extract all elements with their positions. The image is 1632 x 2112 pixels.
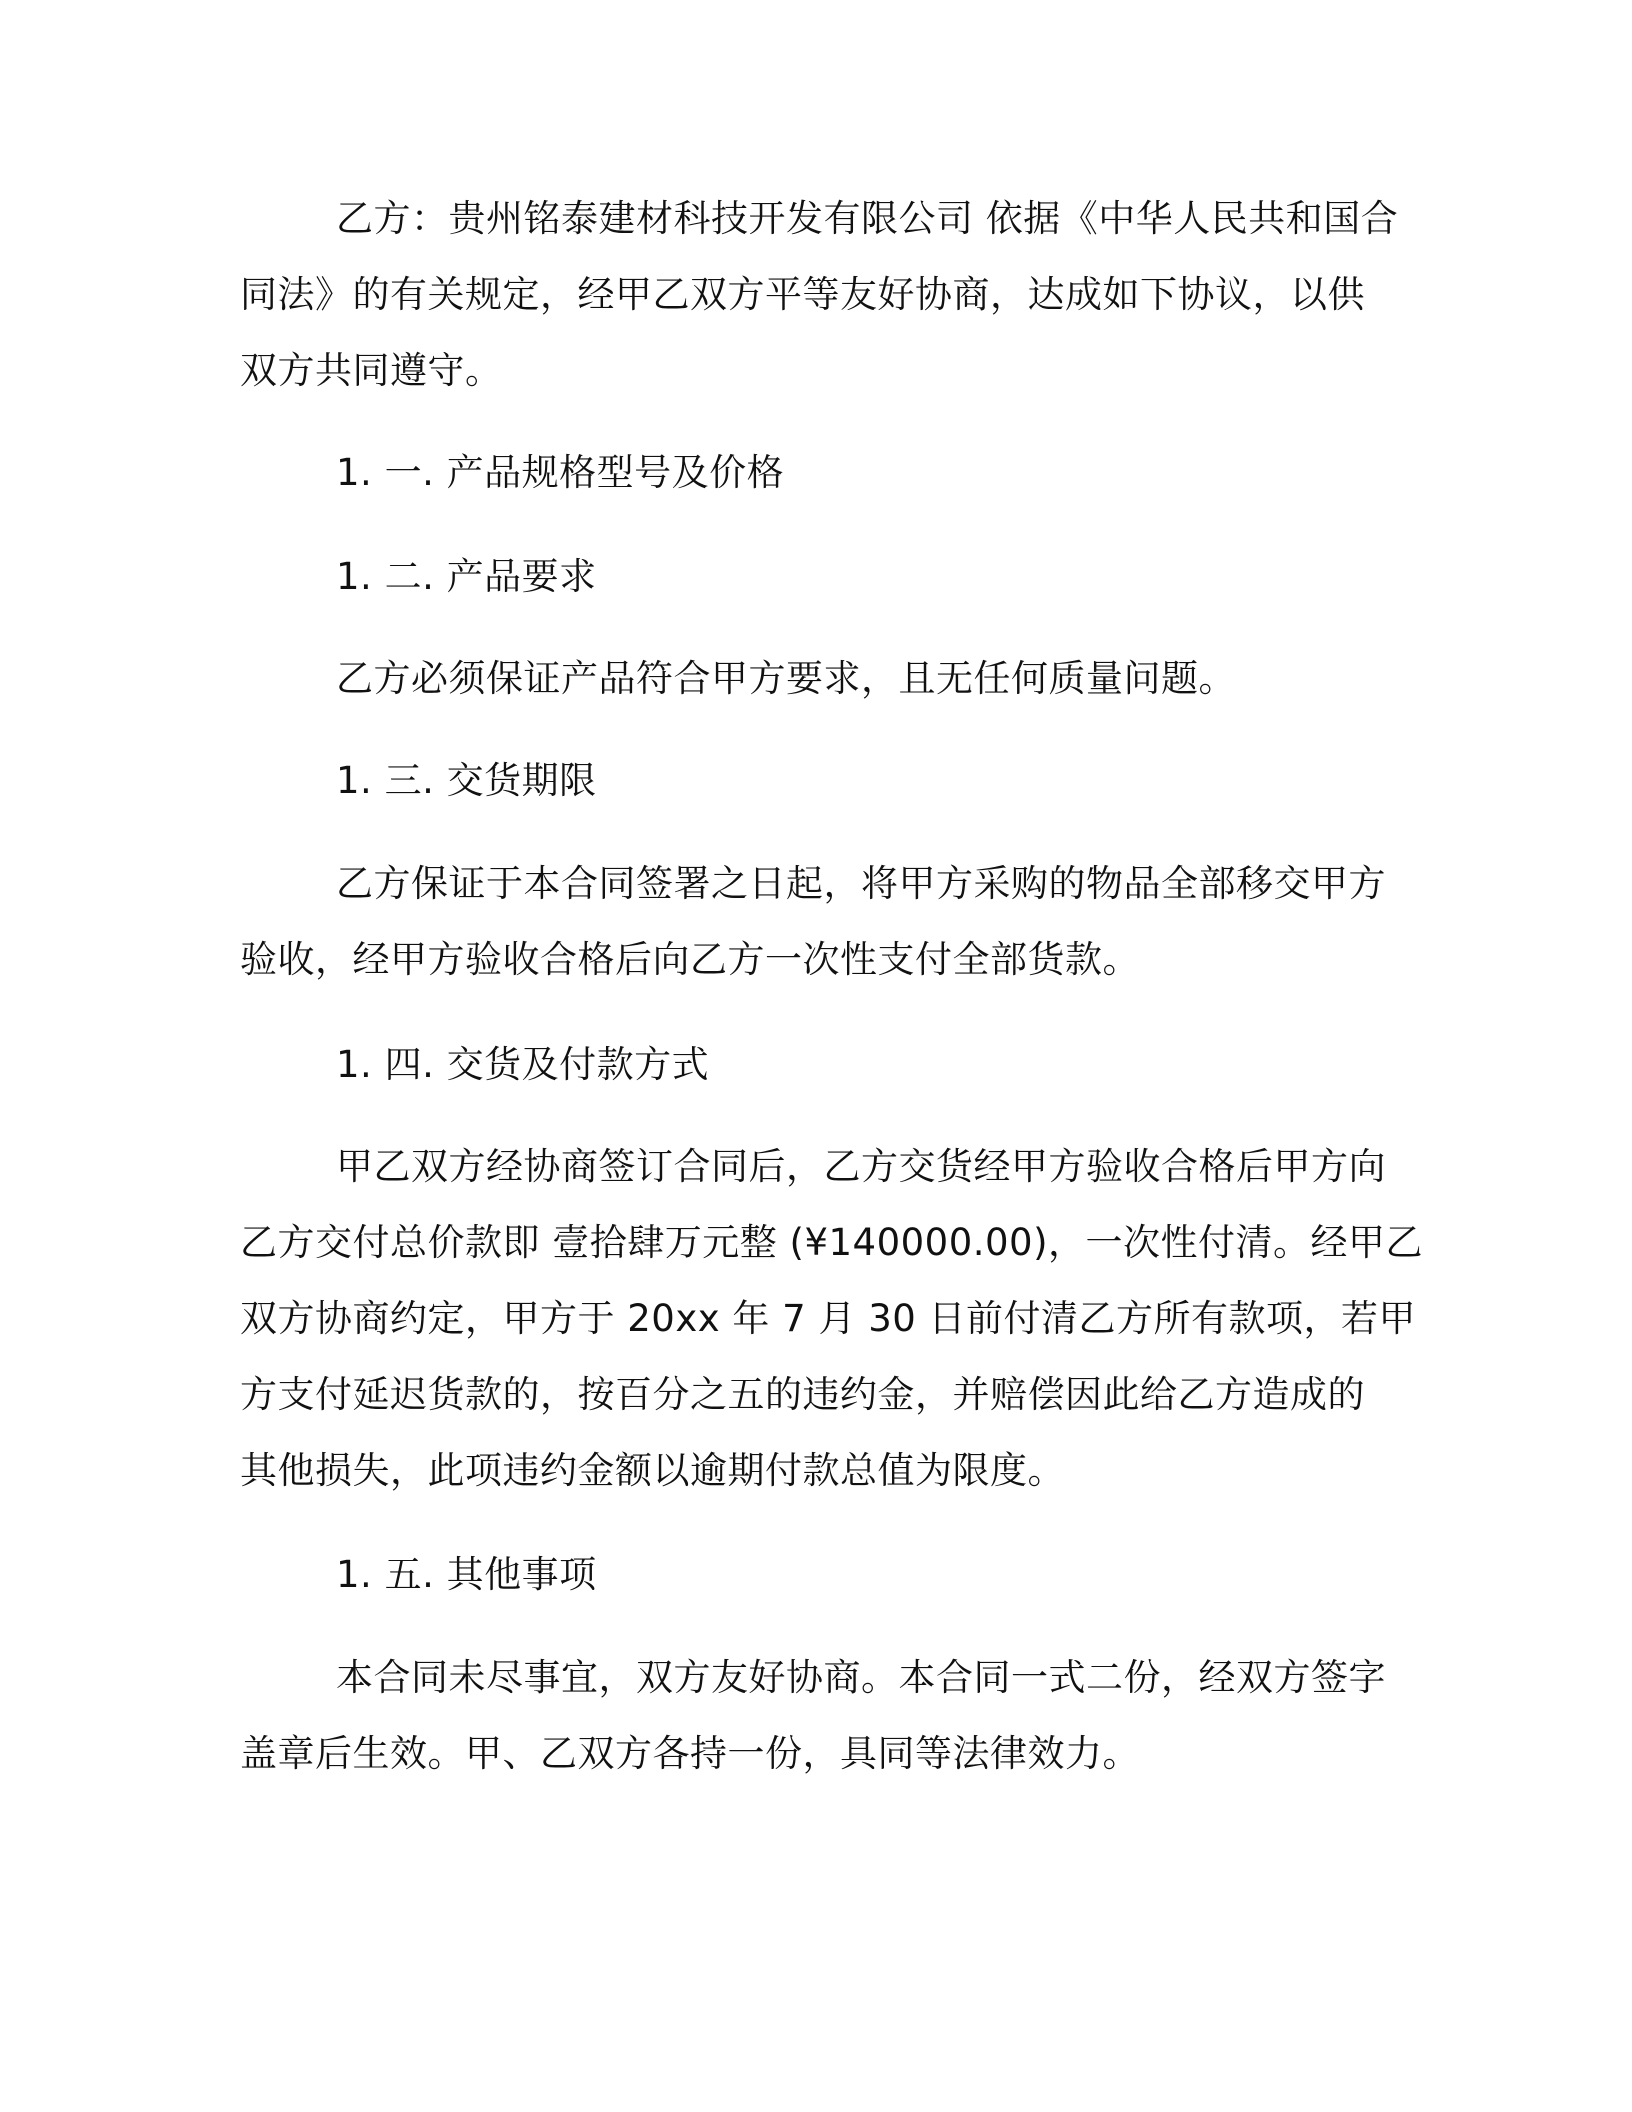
section-4-line-2: 乙方交付总价款即 壹拾肆万元整 (¥140000.00)，一次性付清。经甲乙 (240, 1221, 1424, 1264)
section-5-line-2: 盖章后生效。甲、乙双方各持一份，具同等法律效力。 (240, 1732, 1140, 1775)
section-3-line-2: 验收，经甲方验收合格后向乙方一次性支付全部货款。 (240, 938, 1140, 981)
section-2-text: 乙方必须保证产品符合甲方要求，且无任何质量问题。 (336, 657, 1236, 700)
section-heading-2: 1. 二. 产品要求 (336, 555, 597, 598)
section-heading-4: 1. 四. 交货及付款方式 (336, 1043, 710, 1086)
section-4-line-3: 双方协商约定，甲方于 20xx 年 7 月 30 日前付清乙方所有款项，若甲 (240, 1297, 1417, 1340)
section-5-line-1: 本合同未尽事宜，双方友好协商。本合同一式二份，经双方签字 (336, 1656, 1386, 1699)
section-3-line-1: 乙方保证于本合同签署之日起，将甲方采购的物品全部移交甲方 (336, 862, 1386, 905)
section-4-line-1: 甲乙双方经协商签订合同后，乙方交货经甲方验收合格后甲方向 (336, 1145, 1386, 1188)
party-b-line-2: 同法》的有关规定，经甲乙双方平等友好协商，达成如下协议，以供 (240, 273, 1365, 316)
section-4-line-4: 方支付延迟货款的，按百分之五的违约金，并赔偿因此给乙方造成的 (240, 1373, 1365, 1416)
section-4-line-5: 其他损失，此项违约金额以逾期付款总值为限度。 (240, 1449, 1065, 1492)
section-heading-3: 1. 三. 交货期限 (336, 759, 597, 802)
party-b-line-1: 乙方：贵州铭泰建材科技开发有限公司 依据《中华人民共和国合 (336, 197, 1399, 240)
section-heading-5: 1. 五. 其他事项 (336, 1553, 597, 1596)
party-b-line-3: 双方共同遵守。 (240, 349, 503, 392)
section-heading-1: 1. 一. 产品规格型号及价格 (336, 451, 785, 494)
